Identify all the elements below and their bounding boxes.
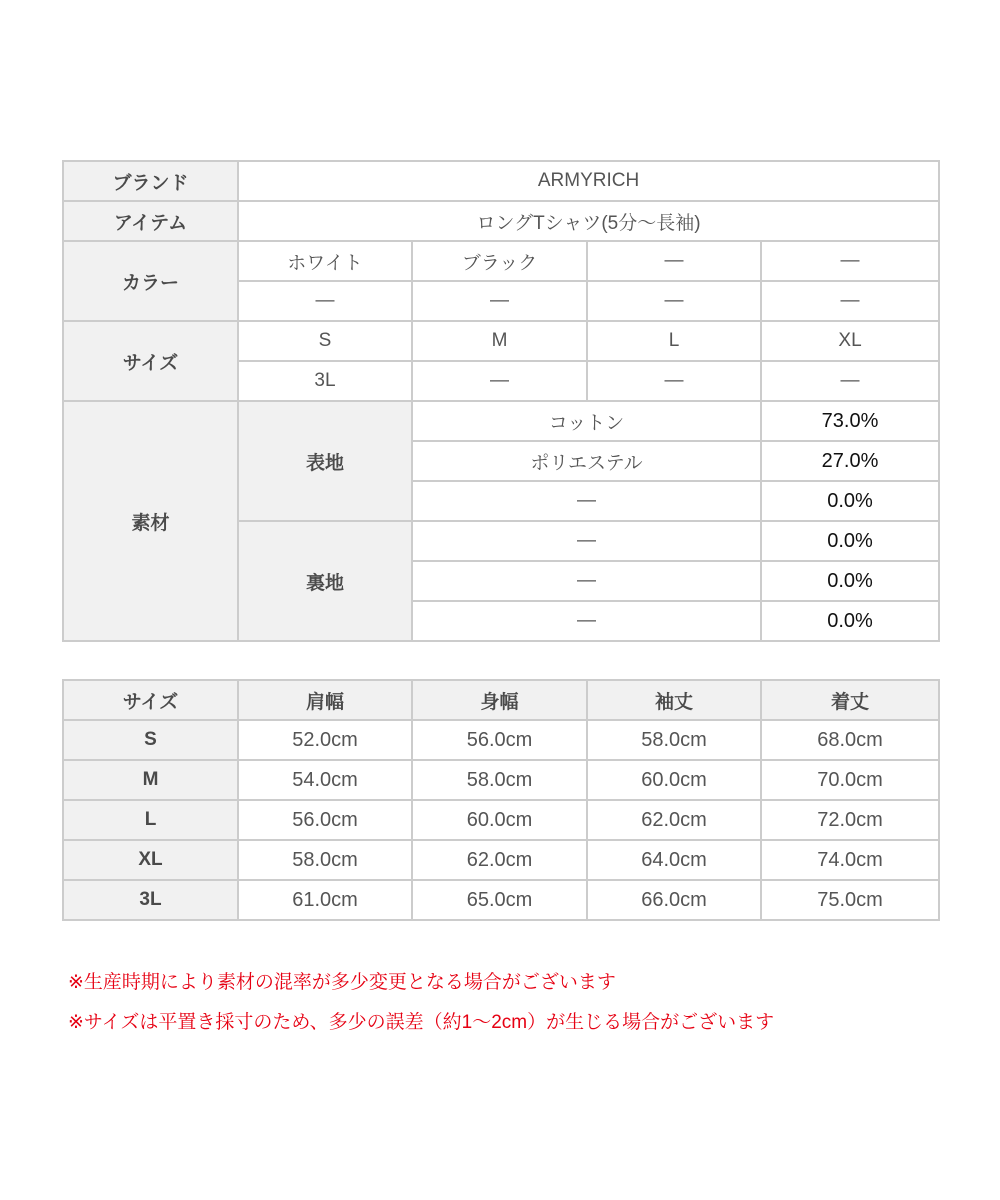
color-value-cell: — <box>761 281 939 321</box>
table-row <box>63 800 939 840</box>
measurement-cell: 54.0cm <box>238 760 412 800</box>
material-variation-note: ※生産時期により素材の混率が多少変更となる場合がございます <box>68 972 616 993</box>
measurement-cell: 56.0cm <box>412 720 587 760</box>
brand-value-cell: ARMYRICH <box>238 161 939 201</box>
size-value-cell: — <box>761 361 939 401</box>
disclaimer-notes <box>62 963 938 1043</box>
table-row <box>63 401 939 441</box>
measurement-cell: 60.0cm <box>587 760 761 800</box>
measurement-cell: 52.0cm <box>238 720 412 760</box>
measurement-cell: 60.0cm <box>412 800 587 840</box>
material-label-cell: 素材 <box>63 401 238 641</box>
outer-fabric-label-cell: 表地 <box>238 401 412 521</box>
size-chart-header-sleeve: 袖丈 <box>587 680 761 720</box>
measurement-cell: 72.0cm <box>761 800 939 840</box>
size-value-cell: L <box>587 321 761 361</box>
measurement-cell: 58.0cm <box>587 720 761 760</box>
color-value-cell: ホワイト <box>238 241 412 281</box>
measurement-cell: 64.0cm <box>587 840 761 880</box>
table-header-row <box>63 680 939 720</box>
measurement-cell: 62.0cm <box>587 800 761 840</box>
table-row <box>63 720 939 760</box>
material-percent-cell: 27.0% <box>761 441 939 481</box>
product-spec-table <box>62 160 940 642</box>
size-value-cell: S <box>238 321 412 361</box>
lining-label-cell: 裏地 <box>238 521 412 641</box>
table-row <box>63 760 939 800</box>
color-value-cell: — <box>587 281 761 321</box>
size-tolerance-note: ※サイズは平置き採寸のため、多少の誤差（約1〜2cm）が生じる場合がございます <box>68 1012 775 1033</box>
size-row-label: M <box>63 760 238 800</box>
brand-label-cell: ブランド <box>63 161 238 201</box>
material-name-cell: — <box>412 601 761 641</box>
table-row <box>63 241 939 281</box>
measurement-cell: 75.0cm <box>761 880 939 920</box>
material-name-cell: — <box>412 521 761 561</box>
color-value-cell: — <box>761 241 939 281</box>
size-value-cell: 3L <box>238 361 412 401</box>
measurement-cell: 68.0cm <box>761 720 939 760</box>
size-row-label: L <box>63 800 238 840</box>
material-percent-cell: 0.0% <box>761 561 939 601</box>
material-percent-cell: 0.0% <box>761 481 939 521</box>
material-percent-cell: 0.0% <box>761 601 939 641</box>
measurement-cell: 74.0cm <box>761 840 939 880</box>
size-row-label: S <box>63 720 238 760</box>
color-value-cell: — <box>587 241 761 281</box>
size-chart-table <box>62 679 940 921</box>
measurement-cell: 62.0cm <box>412 840 587 880</box>
measurement-cell: 70.0cm <box>761 760 939 800</box>
color-value-cell: — <box>238 281 412 321</box>
measurement-cell: 56.0cm <box>238 800 412 840</box>
item-value-cell: ロングTシャツ(5分〜長袖) <box>238 201 939 241</box>
material-name-cell: ポリエステル <box>412 441 761 481</box>
color-value-cell: — <box>412 281 587 321</box>
size-value-cell: — <box>412 361 587 401</box>
table-row <box>63 840 939 880</box>
size-chart-header-length: 着丈 <box>761 680 939 720</box>
size-value-cell: — <box>587 361 761 401</box>
material-name-cell: コットン <box>412 401 761 441</box>
size-row-label: XL <box>63 840 238 880</box>
measurement-cell: 66.0cm <box>587 880 761 920</box>
color-label-cell: カラー <box>63 241 238 321</box>
size-value-cell: XL <box>761 321 939 361</box>
size-chart-header-size: サイズ <box>63 680 238 720</box>
size-value-cell: M <box>412 321 587 361</box>
material-percent-cell: 73.0% <box>761 401 939 441</box>
material-name-cell: — <box>412 561 761 601</box>
table-row <box>63 880 939 920</box>
measurement-cell: 58.0cm <box>238 840 412 880</box>
size-chart-header-shoulder: 肩幅 <box>238 680 412 720</box>
table-row <box>63 201 939 241</box>
item-label-cell: アイテム <box>63 201 238 241</box>
measurement-cell: 61.0cm <box>238 880 412 920</box>
size-row-label: 3L <box>63 880 238 920</box>
measurement-cell: 58.0cm <box>412 760 587 800</box>
size-chart-header-width: 身幅 <box>412 680 587 720</box>
table-row <box>63 321 939 361</box>
size-label-cell: サイズ <box>63 321 238 401</box>
table-row <box>63 161 939 201</box>
measurement-cell: 65.0cm <box>412 880 587 920</box>
material-percent-cell: 0.0% <box>761 521 939 561</box>
product-spec-section <box>62 160 938 1043</box>
color-value-cell: ブラック <box>412 241 587 281</box>
material-name-cell: — <box>412 481 761 521</box>
